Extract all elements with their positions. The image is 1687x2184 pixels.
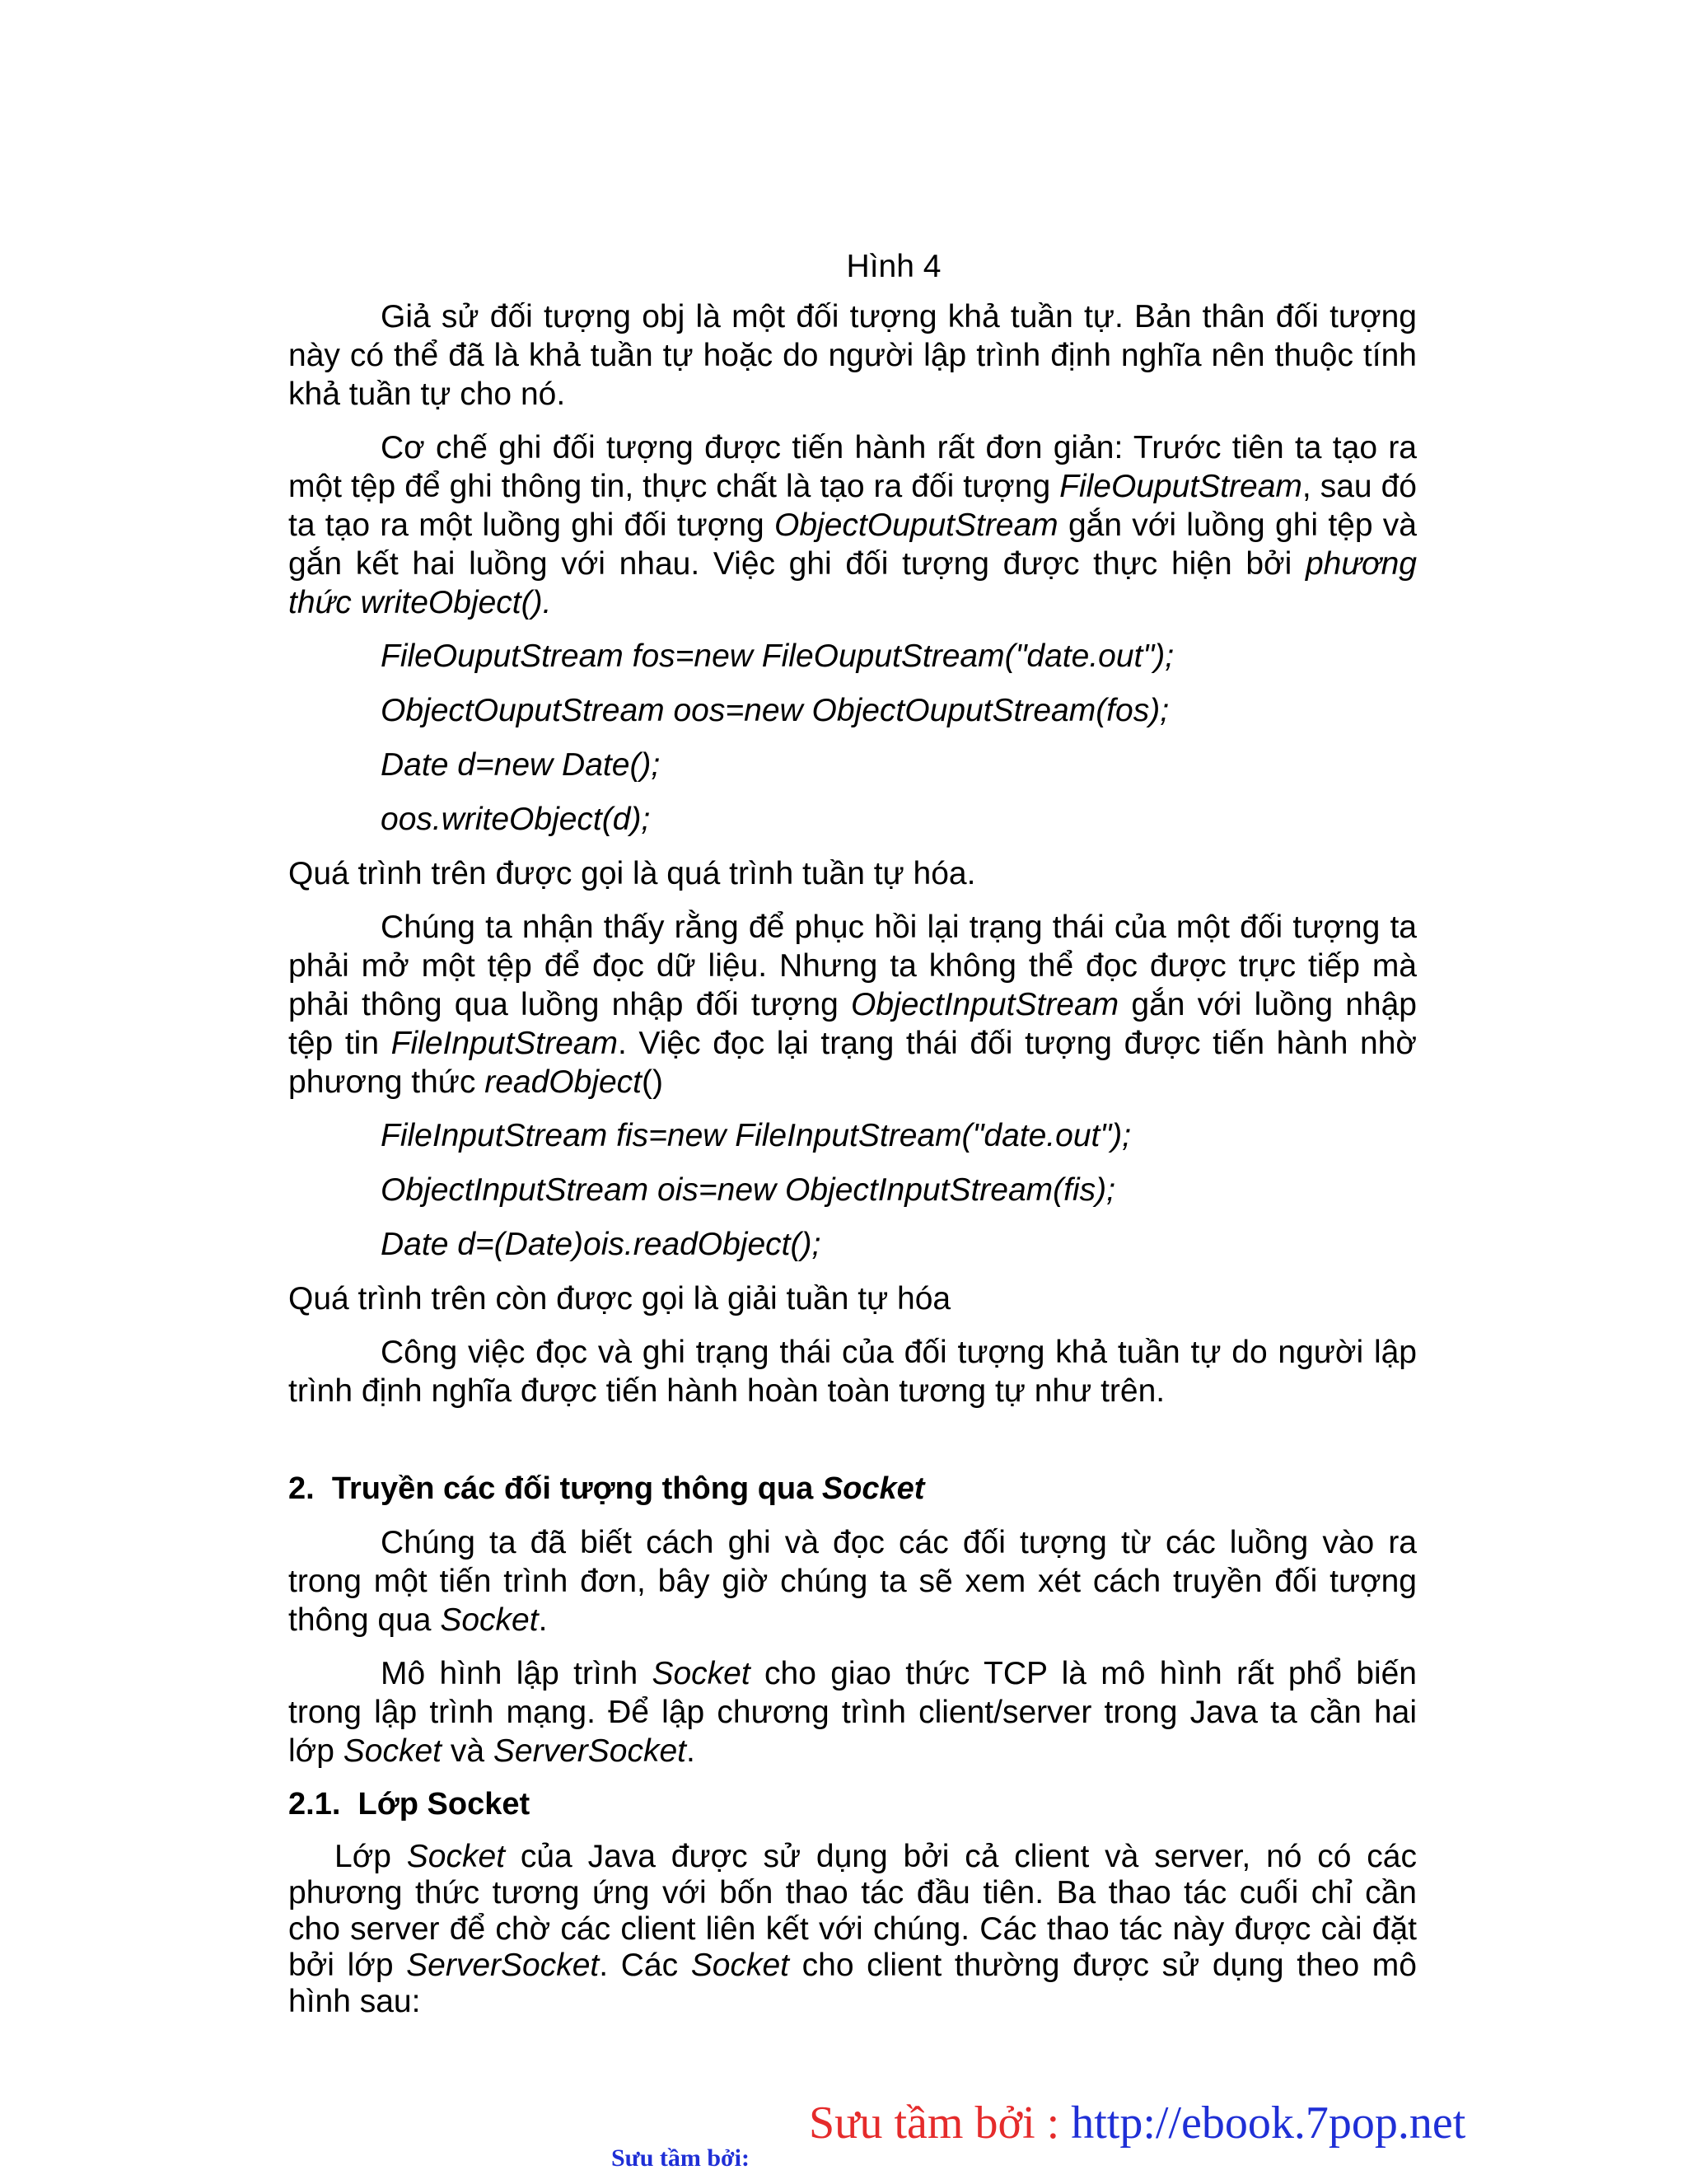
- subsection-heading: [288, 1785, 1417, 1824]
- paragraph-socket-model: [288, 1654, 1417, 1770]
- code-line: Date d=(Date)ois.readObject();: [381, 1227, 821, 1262]
- section-number: 2.: [288, 1471, 315, 1506]
- text: của Java được sử dụng bởi cả client và server, nó có các phương thức tương ứng với bốn thao tác đầu tiên. Ba thao tác cuối chỉ cần cho server để chờ các client liên kết với chúng. Các thao tác này được cài đặt bởi lớp: [288, 1839, 1417, 1983]
- code-line: FileInputStream fis=new FileInputStream("date.out");: [381, 1118, 1132, 1153]
- text: Mô hình lập trình: [381, 1656, 652, 1691]
- document-page: [288, 247, 1417, 2035]
- class-name: ServerSocket: [493, 1733, 686, 1769]
- class-name: ServerSocket: [406, 1948, 600, 1983]
- class-name: ObjectOuputStream: [774, 507, 1058, 543]
- text: (): [642, 1064, 664, 1100]
- method-name: phương thức writeObject().: [288, 546, 1417, 620]
- figure-caption: Hình 4: [846, 249, 942, 284]
- code-block-read: [288, 1116, 1417, 1264]
- text: gắn với luồng ghi tệp và gắn kết hai luồng với nhau. Việc ghi đối tượng được thực hiện bởi: [288, 507, 1417, 582]
- subsection-number: 2.1.: [288, 1787, 341, 1822]
- class-name: ObjectInputStream: [851, 987, 1119, 1022]
- paragraph-read-mechanism: [288, 908, 1417, 1101]
- footer-label: Sưu tầm bởi:: [611, 2144, 750, 2172]
- text: Chúng ta đã biết cách ghi và đọc các đối tượng từ các luồng vào ra trong một tiến trình đơn, bây giờ chúng ta sẽ xem xét cách truyền đối tượng thông qua: [288, 1525, 1417, 1638]
- code-line: ObjectInputStream ois=new ObjectInputStream(fis);: [381, 1172, 1115, 1208]
- paragraph-socket-intro: [288, 1523, 1417, 1639]
- section-title-italic: Socket: [821, 1471, 925, 1506]
- text: Chúng ta nhận thấy rằng để phục hồi lại trạng thái của một đối tượng ta phải mở một tệp để đọc dữ liệu. Nhưng ta không thể đọc được trực tiếp mà phải thông qua luồng nhập đối tượng: [288, 910, 1417, 1022]
- deserialization-note: Quá trình trên còn được gọi là giải tuần tự hóa: [288, 1281, 951, 1316]
- text: .: [538, 1602, 548, 1638]
- paragraph-custom-serialization: Công việc đọc và ghi trạng thái của đối tượng khả tuần tự do người lập trình định nghĩa được tiến hành hoàn toàn tương tự như trên.: [288, 1335, 1417, 1409]
- section-title: Truyền các đối tượng thông qua: [331, 1471, 822, 1506]
- text: , sau đó ta tạo ra một luồng ghi đối tượng: [288, 469, 1417, 543]
- paragraph-serializable-object: Giả sử đối tượng obj là một đối tượng khả tuần tự. Bản thân đối tượng này có thể đã là khả tuần tự hoặc do người lập trình định nghĩa nên thuộc tính khả tuần tự cho nó.: [288, 299, 1417, 412]
- paragraph-socket-class: [288, 1839, 1417, 2020]
- class-name: Socket: [343, 1733, 442, 1769]
- section-heading: [288, 1470, 1417, 1508]
- class-name: Socket: [652, 1656, 750, 1691]
- class-name: Socket: [406, 1839, 506, 1874]
- text: cho giao thức TCP là mô hình rất phổ biến trong lập trình mạng. Để lập chương trình client/server trong Java ta cần hai lớp: [288, 1656, 1417, 1769]
- method-name: readObject: [484, 1064, 643, 1100]
- watermark-prefix: Sưu tầm bởi :: [809, 2097, 1072, 2149]
- text: Lớp: [334, 1839, 407, 1874]
- class-name: Socket: [690, 1948, 789, 1983]
- class-name: Socket: [440, 1602, 539, 1638]
- class-name: FileOuputStream: [1059, 469, 1302, 504]
- code-block-write: [288, 637, 1417, 839]
- code-line: Date d=new Date();: [381, 747, 661, 783]
- code-line: FileOuputStream fos=new FileOuputStream("date.out");: [381, 638, 1175, 674]
- code-line: oos.writeObject(d);: [381, 802, 651, 837]
- serialization-note: Quá trình trên được gọi là quá trình tuần tự hóa.: [288, 856, 976, 891]
- text: . Việc đọc lại trạng thái đối tượng được tiến hành nhờ phương thức: [288, 1026, 1417, 1100]
- class-name: FileInputStream: [390, 1026, 618, 1061]
- text: .: [685, 1733, 695, 1769]
- subsection-title: Lớp Socket: [357, 1787, 530, 1822]
- code-line: ObjectOuputStream oos=new ObjectOuputStream(fos);: [381, 693, 1170, 728]
- watermark: [809, 2097, 1465, 2149]
- watermark-url: http://ebook.7pop.net: [1071, 2097, 1466, 2149]
- text: Cơ chế ghi đối tượng được tiến hành rất đơn giản: Trước tiên ta tạo ra một tệp để ghi thông tin, thực chất là tạo ra đối tượng: [288, 430, 1417, 504]
- text: gắn với luồng nhập tệp tin: [288, 987, 1418, 1061]
- text: . Các: [599, 1948, 691, 1983]
- paragraph-write-mechanism: [288, 428, 1417, 622]
- text: cho client thường được sử dụng theo mô hình sau:: [288, 1948, 1417, 2019]
- text: và: [442, 1733, 493, 1769]
